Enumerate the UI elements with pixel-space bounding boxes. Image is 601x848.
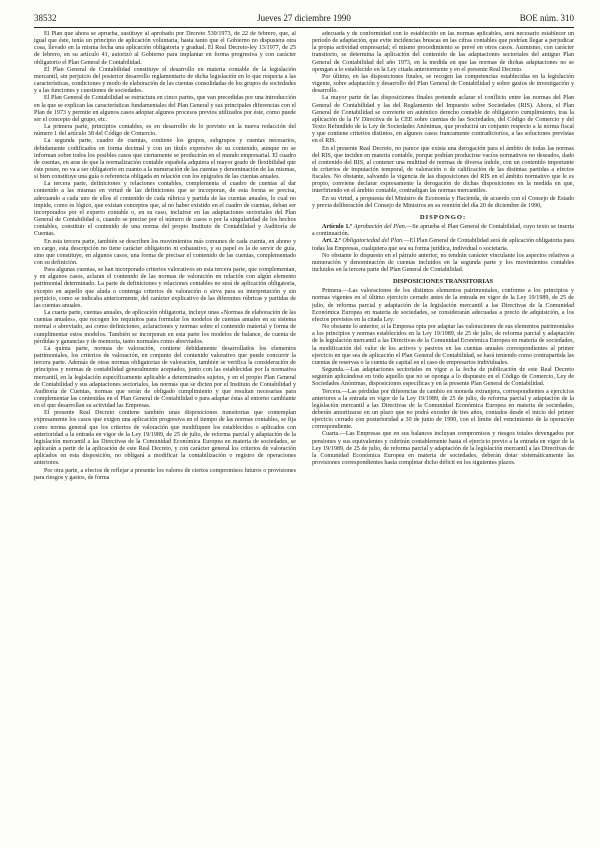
article-number: Artículo 1.º: [322, 224, 353, 231]
paragraph: El Plan General de Contabilidad se estructura en cinco partes, que van precedidas por una introducción en la que se explican las características fundamentales del Plan General y sus principales diferencias con el Plan de 1973 y permite en algunos casos adoptar algunos procesos previos utilizados por éste, como puede ser el concepto del grupo, etc.: [34, 95, 296, 123]
paragraph: La mayor parte de las disposiciones finales pretende aclarar el conflicto entre las normas del Plan General de Contabilidad y las del Reglamento del Impuesto sobre Sociedades (RIS). Ahora, el Plan General de Contabilidad se convierte en auténtico derecho contable de obligatorio cumplimiento, tras la aplicación de la IV Directiva de la CEE sobre cuentas de las Sociedades, del Código de Comercio y del Texto Refundido de la Ley de Sociedades Anónimas, que producirá un conjunto respecto a la norma fiscal y que contiene criterios distintos, en algunos casos francamente contradictorios, a las soluciones previstas en el RIS.: [312, 95, 574, 145]
paragraph: La primera parte, principios contables, es en desarrollo de lo previsto en la nueva redacción del número 1 del artículo 38 del Código de Comercio.: [34, 124, 296, 138]
paragraph: El Plan General de Contabilidad constituye el desarrollo en materia contable de la legislación mercantil, sin perjuicio del posterior desarrollo reglamentario de dicha legislación en lo que respecta a las características, condiciones y modo de elaboración de las cuentas consolidadas de los grupos de sociedades y a las funciones y cuestiones de sociedades.: [34, 66, 296, 95]
article-2: [312, 238, 574, 252]
dispongo-heading: DISPONGO:: [419, 213, 467, 221]
article-text: —Se aprueba el Plan General de Contabilidad, cuyo texto se inserta a continuación.: [312, 224, 574, 238]
article-title: Obligatoriedad del Plan.: [342, 238, 404, 245]
paragraph: El Plan que ahora se aprueba, sustituye al aprobado por Decreto 530/1973, de 22 de febrero, que, al igual que éste, tenía un principio de aplicación voluntaria, hasta tanto que el Gobierno no dispusiera otra cosa, llevado en la misma fecha una aplicación obligatoria y gradual. El Real Decreto-ley 13/1977, de 25 de febrero, en su artículo 41, autorizó al Gobierno para implantar en forma progresiva y con carácter obligatorio el Plan General de Contabilidad.: [34, 31, 296, 66]
journal-issue: BOE núm. 310: [519, 13, 574, 23]
transitional-provision: Cuarta.—Las Empresas que en sus balances incluyan compromisos y riesgos totales devengados por pensiones y sus equivalentes y cubrirán contablemente hasta el ejercicio previo a la entrada en vigor de la Ley 19/1989, de 25 de julio, de reforma parcial y adaptación de la legislación mercantil a las Directivas de la Comunidad Económica Europea en materia de sociedades, deberán dotar sistemáticamente las provisiones correspondientes hasta completar dicho déficit en los siguientes plazos.: [312, 431, 574, 467]
paragraph: La quinta parte, normas de valoración, contiene debidamente desarrollados los elementos patrimoniales, los criterios de valoración, en conjunto del contenido valorativo que puede concurrir la tercera parte. Además de otras normas obligatorias de valoración, también se verifica la consideración de principios y normas de contabilidad generalmente aceptados, junto con las establecidas por la normativa mercantil, en la legislación específicamente aplicable a determinados sujetos, y en el propio Plan General de Contabilidad y sus adaptaciones sectoriales, las normas que se dicten por el Instituto de Contabilidad y Auditoría de Cuentas, normas que serán de obligado cumplimiento y que resultan necesarias para complementar las contenidas en el Plan General de Contabilidad o para adaptar éstas al entorno cambiante en el que desarrollan su actividad las Empresas.: [34, 345, 296, 410]
transitional-provision: Segunda.—Las adaptaciones sectoriales en vigor a la fecha de publicación de este Real Decreto seguirán aplicándose en todo aquello que no se oponga a lo dispuesto en el Código de Comercio, Ley de Sociedades Anónimas, disposiciones específicas y en la presente Plan General de Contabilidad.: [312, 367, 574, 388]
transitional-provision: Tercera.—Las pérdidas por diferencias de cambio en moneda extranjera, correspondientes a ejercicios anteriores a la entrada en vigor de la Ley 19/1989, de 25 de julio, de reforma parcial y adaptación de la legislación mercantil a las Directivas de la Comunidad Económica Europea en materia de sociedades, deberán amortizarse en un plazo que no podrá exceder de tres años, contados desde el inicio del primer ejercicio cerrado con posterioridad a 30 de junio de 1990, con el límite del vencimiento de la operación correspondiente.: [312, 388, 574, 431]
page-header: [34, 10, 574, 26]
paragraph: En el presente Real Decreto, no parece que exista una derogación para el ámbito de todas las normas del RIS, que inciden en materia contable, porque podrían producirse vacíos normativos no deseados, dado el contenido del RIS, al contener una multitud de normas de diversa índole, con un contenido importante de criterios de imputación temporal, de valoración o de calificación de las distintas partidas a efectos fiscales. No obstante, salvando la vigencia de las disposiciones del RIS en el ámbito normativo que le es propio, conviene declarar expresamente la derogación de dichas disposiciones en la medida en que, interfiriendo en el ámbito contable, contradigan las normas mercantiles.: [312, 145, 574, 195]
paragraph: En su virtud, a propuesta del Ministro de Economía y Hacienda, de acuerdo con el Consejo de Estado y previa deliberación del Consejo de Ministros en su reunión del día 20 de diciembre de 1990,: [312, 195, 574, 209]
page-number: 38532: [34, 13, 57, 23]
paragraph: La tercera parte, definiciones y relaciones contables, complementa el cuadro de cuentas al dar contenido a las mismas en virtud de las definiciones que se incorporan, de esta forma se precisa, adecuando a cada uno de ellos el contenido de cada rúbrica y partida de las cuentas anuales, lo cual no impide, como es lógico, que existan conceptos que, al no haber existido en el cuadro de cuentas, deban ser incorporados por el experto contable o, en su caso, incluirse en las adaptaciones sectoriales del Plan General de Contabilidad o, cuando se precise por el número de casos o por la singularidad de los hechos contables, constituir el contenido de una norma del propio Instituto de Contabilidad y Auditoría de Cuentas.: [34, 181, 296, 238]
paragraph: La cuarta parte, cuentas anuales, de aplicación obligatoria, incluye unas «Normas de elaboración de las cuentas anuales», que recogen los requisitos para formular los modelos de cuentas anuales en su sistema normal o abreviado, así como definiciones, aclaraciones y normas sobre el contenido material y forma de cumplimentar estos modelos. También se incorporan en esta parte los modelos de balance, de cuenta de pérdidas y ganancias y de memoria, tanto normales como abreviados.: [34, 310, 296, 345]
paragraph: La segunda parte, cuadro de cuentas, contiene los grupos, subgrupos y cuentas necesarios, debidamente codificados en forma decimal y con un título expresivo de su contenido, aunque no se informan sobre todos los posibles casos que ciertamente se producirán en el mundo empresarial. El cuadro de cuentas, en aras de que la normalización contable española adquiera el mayor grado de flexibilidad que éste posee, no va a ser obligatorio en cuanto a la numeración de las cuentas y denominación de las mismas, si bien constituye una guía o referencia obligada en relación con los epígrafes de las cuentas anuales.: [34, 138, 296, 181]
paragraph: Por último, en las disposiciones finales, se recogen las competencias establecidas en la legislación vigente, sobre adaptación y desarrollo del Plan General de Contabilidad y sobre gastos de investigación y desarrollo.: [312, 73, 574, 95]
right-column: [312, 31, 574, 839]
transitional-provision: Primera.—Las valoraciones de los distintos elementos patrimoniales, conforme a los principios y normas vigentes en el último ejercicio cerrado antes de la entrada en vigor de la Ley 19/1989, de 25 de julio, de reforma parcial y adaptación de la legislación mercantil a las Directivas de la Comunidad Económica Europea en materia de sociedades, se considerarán adecuadas a precio de adquisición, a los efectos previstos en la citada Ley.: [312, 288, 574, 323]
transitional-heading: DISPOSICIONES TRANSITORIAS: [392, 278, 494, 286]
paragraph: El presente Real Decreto contiene también unas disposiciones transitorias que contemplan expresamente los casos que exigen una aplicación progresiva en el tiempo de las normas contables, se fija como norma general que los criterios de valoración que modifiquen los establecidos o aplicados con anterioridad a la entrada en vigor de la Ley 19/1989, de 25 de julio, de reforma parcial y adaptación de la legislación mercantil a las Directivas de la Comunidad Económica Europea en materia de sociedades, se aplicarán a partir de la aplicación de este Real Decreto, y con carácter general los criterios de valoración aplicados en esta disposición, no obligará a modificar la contabilización o registro de operaciones anteriores.: [34, 410, 296, 467]
paragraph: No obstante lo dispuesto en el párrafo anterior, no tendrán carácter vinculante los aspectos relativos a numeración y denominación de cuentas incluidos en la segunda parte y los movimientos contables incluidos en la tercera parte del Plan General de Contabilidad.: [312, 252, 574, 273]
transitional-provision: No obstante lo anterior, si la Empresa opta por adaptar las valoraciones de sus elementos patrimoniales a los principios y normas establecidos en la Ley 19/1989, de 25 de julio, de reforma parcial y adaptación de la legislación mercantil a las Directivas de la Comunidad Económica Europea en materia de sociedades, la modificación del valor de los activos y pasivos en las cuentas anuales correspondientes al primer ejercicio en que sea de aplicación el Plan General de Contabilidad, se hará teniendo como contrapartida las cuentas de reservas o la cuenta de capital en el caso de empresarios individuales.: [312, 324, 574, 366]
publication-date: Jueves 27 diciembre 1990: [257, 13, 351, 23]
article-number: Art. 2.º: [322, 238, 341, 245]
paragraph: adecuada y de conformidad con lo establecido en las normas aplicables, será necesario establecer un período de adaptación, que evite incidencias bruscas en las cifras contables que podrían llegar a perjudicar la propia actividad empresarial; el mismo procedimiento se prevé en otros casos. Asimismo, con carácter transitorio, se determina la aplicación del contenido de las adaptaciones sectoriales del antiguo Plan General de Contabilidad del año 1973, en la medida en que las normas de dichas adaptaciones no se opongan a lo establecido en la Ley citada anteriormente y en el presente Real Decreto.: [312, 31, 574, 73]
paragraph: Para algunas cuentas, se han incorporado criterios valorativos en esta tercera parte, que complementan, y en algunos casos, aclaran el contenido de las normas de valoración en relación con algún elemento patrimonial determinado. La parte de definiciones y relaciones contables no será de aplicación obligatoria, excepto en aquello que aluda o contenga criterios de valoración o sirva para su interpretación y sin perjuicio, como se indicaba anteriormente, del carácter explicativo de las diferentes rúbricas y partidas de las cuentas anuales.: [34, 267, 296, 309]
article-title: Aprobación del Plan.: [353, 224, 407, 231]
article-1: [312, 224, 574, 238]
left-column: [34, 31, 296, 839]
paragraph: Por otra parte, a efectos de reflejar a presente los valores de ciertos compromisos futuros o provisiones para riesgos y gastos, de forma: [34, 467, 296, 481]
article-text: —El Plan General de Contabilidad será de aplicación obligatoria para todas las Empresas, cualquiera que sea su forma jurídica, individual o societaria.: [312, 238, 574, 252]
header-rule: [34, 27, 574, 28]
paragraph: En esta tercera parte, también se describen los movimientos más comunes de cada cuenta, en abono y en cargo, esta descripción no tiene carácter obligatorio ni exhaustivo, y su papel es la de servir de guía, sino que constituye, en algunos casos, una forma de precisar el contenido de las cuentas, complementado con su definición.: [34, 238, 296, 266]
